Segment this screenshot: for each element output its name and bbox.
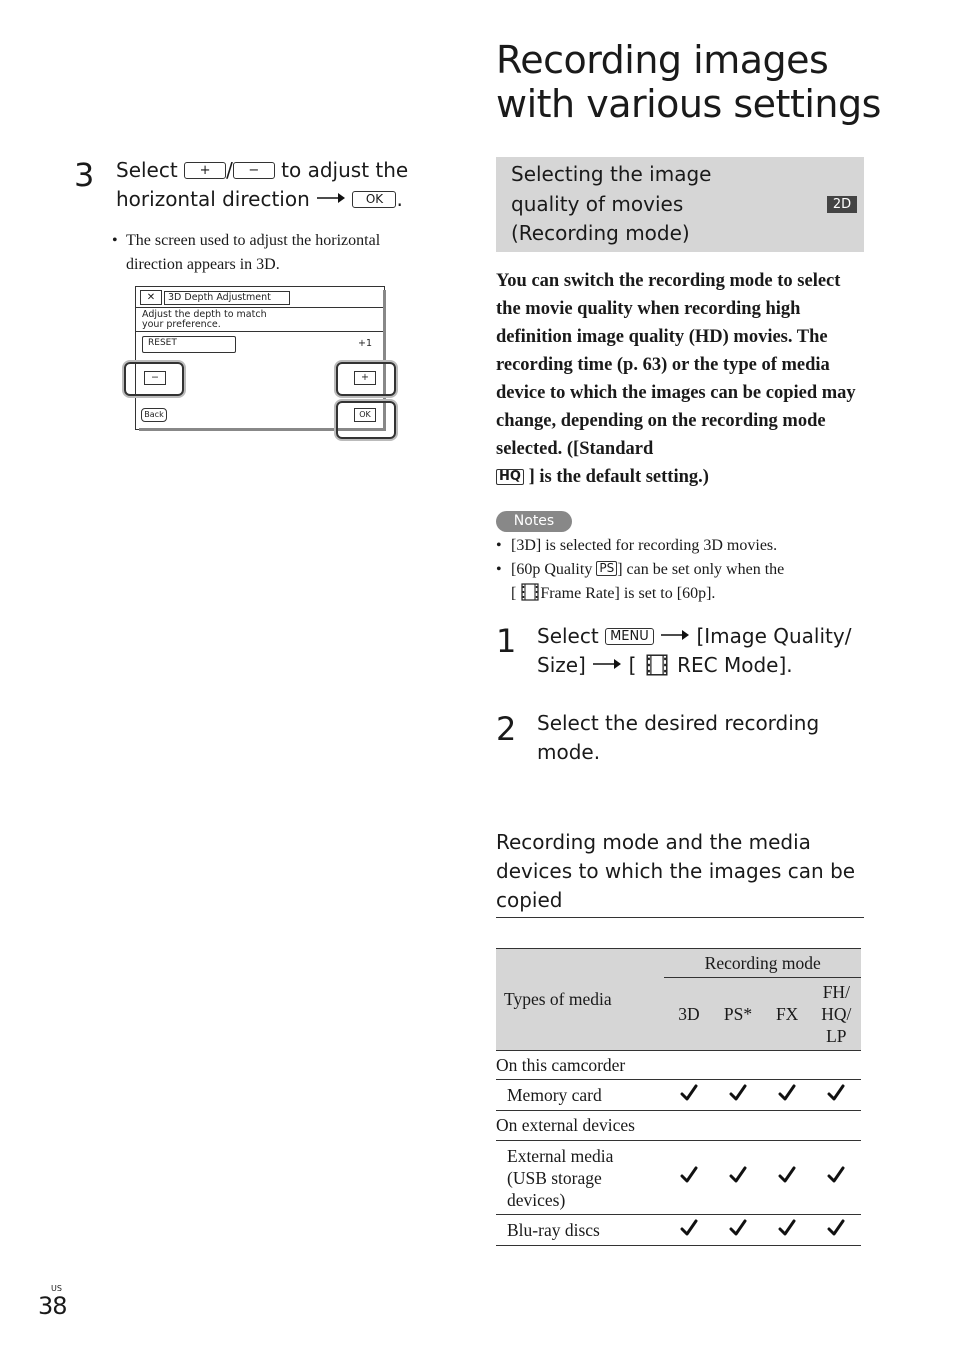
plus-button[interactable]: +	[354, 371, 376, 385]
page-title-line1: Recording images	[496, 38, 829, 82]
step-1-text	[537, 622, 867, 680]
minus-key: −	[233, 162, 275, 179]
screen-desc-line1: Adjust the depth to match	[142, 309, 267, 320]
table-row	[496, 1215, 861, 1246]
note2-b: ] can be set only when the	[617, 561, 785, 578]
arrow-right-icon	[316, 192, 346, 204]
menu-key: MENU	[605, 628, 654, 645]
arrow-right-icon	[592, 658, 622, 670]
recording-mode-header: Recording mode	[664, 949, 861, 978]
step-3-bullet: • The screen used to adjust the horizontal direction appears in 3D.	[112, 229, 442, 277]
note2-a: [60p Quality	[511, 561, 593, 578]
notes-label: Notes	[496, 511, 572, 532]
subheading-line3: copied	[496, 888, 563, 912]
check-icon	[778, 1219, 796, 1237]
row-external-media: External media (USB storage devices)	[507, 1145, 614, 1210]
check-icon	[729, 1166, 747, 1184]
page-title-line2: with various settings	[496, 82, 881, 126]
minus-button[interactable]: −	[144, 371, 166, 385]
step-2-text	[537, 709, 867, 767]
plus-highlight-ring	[336, 362, 396, 396]
check-icon	[778, 1166, 796, 1184]
depth-value: +1	[358, 338, 373, 349]
intro-paragraph	[496, 267, 862, 491]
check-icon	[827, 1166, 845, 1184]
ok-highlight-ring	[336, 401, 396, 439]
minus-highlight-ring	[124, 362, 184, 396]
section-title-line2: quality of movies	[511, 191, 684, 216]
reset-button[interactable]: RESET	[142, 336, 236, 353]
note2-d: Frame Rate] is set to [60p].	[540, 585, 716, 602]
table-row	[496, 1141, 861, 1215]
section-title-line3: (Recording mode)	[511, 221, 690, 245]
note-item: • [60p Quality PS ] can be set only when the [ Frame Rate] is set to [60p].	[496, 561, 785, 602]
page-title	[496, 38, 936, 126]
check-icon	[729, 1084, 747, 1102]
page-region: US	[51, 1284, 62, 1293]
select-word: Select	[116, 158, 178, 182]
step-number-2: 2	[496, 710, 517, 748]
step-2-line1: Select the desired recording	[537, 711, 820, 735]
col-fx: FX	[763, 978, 812, 1051]
ok-button[interactable]: OK	[354, 408, 376, 422]
intro-tail: ] is the default setting.)	[528, 467, 709, 487]
note2-c: [	[511, 585, 517, 602]
screen-desc-line2: your preference.	[142, 319, 221, 330]
step-1-b: Size]	[537, 653, 586, 677]
section-title-line1: Selecting the image	[511, 162, 712, 186]
step-1-d: REC Mode].	[677, 653, 793, 677]
bullet-text-line2: direction appears in 3D.	[126, 256, 280, 273]
check-icon	[778, 1084, 796, 1102]
step-2-line2: mode.	[537, 740, 601, 764]
step-3-text	[116, 156, 436, 214]
arrow-right-icon	[660, 629, 690, 641]
step-number-3: 3	[74, 156, 95, 194]
plus-key: +	[184, 162, 226, 179]
step-3-line1-rest: to adjust the	[281, 158, 409, 182]
subheading-line2: devices to which the images can be	[496, 859, 856, 883]
check-icon	[680, 1084, 698, 1102]
slash: /	[226, 158, 233, 182]
2d-badge: 2D	[827, 196, 857, 213]
col-ps: PS*	[713, 978, 762, 1051]
ps-badge: PS	[596, 561, 617, 576]
bullet-text: The screen used to adjust the horizontal	[126, 232, 381, 249]
row-memory-card: Memory card	[507, 1084, 602, 1105]
close-icon[interactable]: ✕	[140, 290, 162, 305]
back-button[interactable]: Back	[141, 408, 167, 422]
media-table	[496, 948, 861, 1246]
ok-key: OK	[352, 191, 396, 208]
film-icon	[643, 654, 671, 676]
screen-title: 3D Depth Adjustment	[164, 291, 290, 305]
check-icon	[827, 1084, 845, 1102]
section-title	[511, 160, 791, 249]
check-icon	[729, 1219, 747, 1237]
note-item: • [3D] is selected for recording 3D movies.	[496, 537, 778, 554]
col-fh-hq-lp: FH/ HQ/ LP	[812, 978, 861, 1051]
page-number: 38	[38, 1292, 67, 1320]
step-3-line2: horizontal direction	[116, 187, 310, 211]
table-subheading	[496, 828, 864, 918]
section-external-devices: On external devices	[496, 1115, 635, 1135]
table-row	[496, 1080, 861, 1111]
intro-text: You can switch the recording mode to select the movie quality when recording high definition image quality (HD) movies. The recording time (p. 63) or the type of media device to which the images can be copied may change, depending on the recording mode selected. ([Standard	[496, 271, 856, 459]
step-3-period: .	[396, 187, 403, 211]
notes-list	[496, 534, 856, 606]
check-icon	[680, 1166, 698, 1184]
film-icon	[520, 583, 540, 601]
section-on-camcorder: On this camcorder	[496, 1054, 626, 1075]
note1-text: [3D] is selected for recording 3D movies.	[511, 537, 778, 554]
step-number-1: 1	[496, 622, 517, 660]
step-1-a: [Image Quality/	[696, 624, 852, 648]
types-header: Types of media	[496, 949, 664, 1051]
col-3d: 3D	[664, 978, 713, 1051]
step-1-select: Select	[537, 624, 599, 648]
subheading-line1: Recording mode and the media	[496, 830, 811, 854]
row-bluray: Blu-ray discs	[507, 1219, 600, 1240]
check-icon	[827, 1219, 845, 1237]
hq-badge: HQ	[496, 469, 524, 485]
check-icon	[680, 1219, 698, 1237]
step-1-c: [	[628, 653, 637, 677]
